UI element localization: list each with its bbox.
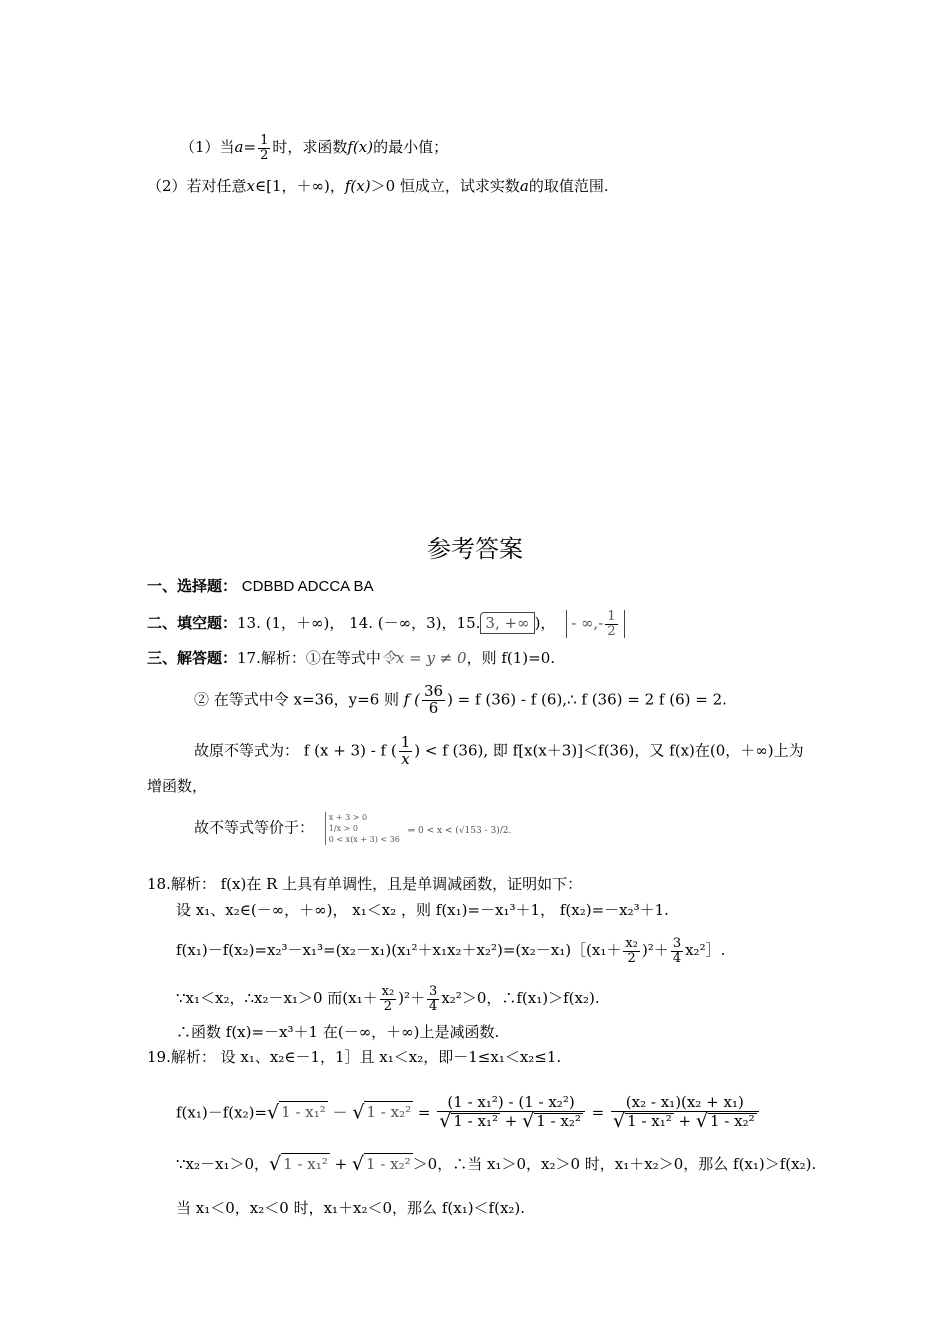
answer-title: 参考答案: [427, 535, 523, 563]
q19-line2: [176, 1095, 761, 1132]
q18-frac3: [380, 985, 397, 1013]
frac-num: 1: [400, 733, 411, 751]
q18-line2: 设 x₁、x₂∈(－∞，＋∞)， x₁＜x₂ ，则 f(x₁)=－x₁³＋1， f(x₂)=－x₂³＋1.: [176, 901, 669, 919]
q18-line5: ∴函数 f(x)=－x³＋1 在(－∞，＋∞)上是减函数.: [176, 1023, 500, 1041]
q17-intro: 17.解析：①在等式中: [237, 649, 381, 667]
frac-den: √ 1 - x₁² + √ 1 - x₂²: [439, 1109, 581, 1132]
frac-num: x₂: [381, 984, 395, 999]
q18-frac1: [623, 937, 640, 965]
answer-14: 14. (－∞，3)，15.: [349, 614, 481, 633]
system-line: x + 3 > 0: [328, 813, 368, 822]
frac-num: 36: [423, 682, 444, 700]
frac-den: √ 1 - x₁² + √ 1 - x₂²: [613, 1109, 755, 1132]
choice-label: 一、选择题：: [147, 577, 238, 595]
frac-den: 4: [429, 998, 438, 1014]
sqrt-2: 1 - x₂²: [366, 1155, 411, 1173]
q17-4-prefix: 故不等式等价于：: [194, 818, 315, 837]
var-a: a: [519, 177, 529, 195]
sqrt-den-b: 1 - x₂²: [536, 1111, 581, 1130]
frac-den: 2: [260, 147, 269, 163]
q19-frac1: [437, 1095, 585, 1132]
answer-13: 13. (1，＋∞)，: [237, 614, 345, 633]
q19-3a: ∵x₂－x₁＞0，: [176, 1155, 270, 1173]
system-result: ⇒ 0 < x < (√153 - 3)/2.: [407, 825, 512, 836]
frac-den: 2: [607, 623, 616, 639]
q19-3b: ＞0，∴当 x₁＞0，x₂＞0 时，x₁＋x₂＞0，那么 f(x₁)＞f(x₂).: [412, 1155, 817, 1173]
solve-label: 三、解答题：: [147, 649, 238, 667]
choice-answers: [147, 576, 374, 597]
q17-line2: [194, 684, 727, 717]
q17-2-rest: ) = f (36) - f (6),∴ f (36) = 2 f (6) = 2.: [447, 690, 727, 709]
fx: f(x): [347, 138, 374, 157]
q19-line4: 当 x₁＜0，x₂＜0 时，x₁＋x₂＜0，那么 f(x₁)＜f(x₂).: [176, 1199, 526, 1217]
problem-part1: [180, 134, 448, 162]
sqrt-icon: √: [269, 1153, 282, 1175]
answer-15: 3, +∞: [480, 612, 534, 634]
frac-den: 6: [428, 698, 439, 717]
part2-range: ∈[1，＋∞)，: [255, 177, 345, 195]
fill-label: 二、填空题：: [147, 614, 238, 633]
sqrt-icon: √: [351, 1153, 365, 1175]
q18-4b: )²＋: [398, 989, 426, 1008]
frac-den: x: [401, 749, 410, 768]
frac-num: (x₂ - x₁)(x₂ + x₁): [611, 1095, 759, 1112]
q17-2-frac: [422, 684, 445, 717]
sqrt-icon: √: [522, 1109, 535, 1132]
q17-3-frac: [399, 735, 413, 768]
q17-2-f: f (: [403, 690, 420, 709]
q17-line1: [147, 648, 555, 668]
q19-line1: 19.解析： 设 x₁、x₂∈－1，1］且 x₁＜x₂，即－1≤x₁＜x₂≤1.: [147, 1048, 562, 1066]
sqrt-1: 1 - x₁²: [283, 1155, 328, 1173]
var-x: x: [246, 177, 256, 195]
q18-3b: )²＋: [641, 941, 669, 960]
fill-answers: [147, 610, 625, 638]
frac-den: 2: [383, 998, 393, 1014]
sqrt-icon: √: [267, 1101, 280, 1124]
answer-15-close: )，: [534, 614, 556, 633]
part1-end: 的最小值；: [373, 138, 449, 157]
q18-4c: x₂²＞0，∴f(x₁)＞f(x₂).: [441, 989, 600, 1008]
q18-3c: x₂²］.: [685, 941, 726, 960]
part2-end: 的取值范围.: [528, 177, 609, 195]
equals: =: [417, 1103, 431, 1122]
q17-line4: [194, 812, 511, 845]
part2-cond: ＞0 恒成立，试求实数: [370, 177, 520, 195]
minus: －: [332, 1103, 348, 1122]
equals: =: [243, 138, 257, 157]
q17-3-rest: ) < f (36), 即 f[x(x＋3)]＜f(36)，又 f(x)在(0，＋∞)上为: [414, 741, 804, 760]
part1-prefix: （1）当: [180, 138, 235, 157]
system-line: 1/x > 0: [328, 824, 358, 833]
frac-num: 3: [429, 984, 438, 999]
q18-frac2: [671, 937, 683, 965]
sqrt-den-a: 1 - x₁²: [453, 1111, 498, 1130]
q19-line3: ∵x₂－x₁＞0，√ 1 - x₁² + √ 1 - x₂² ＞0，∴当 x₁＞0，x₂＞0 时，x₁＋x₂＞0，那么 f(x₁)＞f(x₂).: [176, 1153, 817, 1175]
q17-2-prefix: ② 在等式中令 x=36，y=6 则: [194, 690, 400, 709]
inequality-system: [325, 812, 401, 845]
sqrt-icon: √: [439, 1109, 452, 1132]
equals: =: [591, 1103, 605, 1122]
frac-den: 4: [672, 950, 682, 966]
problem-part2: [147, 176, 609, 196]
answer-16-frac: [605, 610, 617, 638]
sqrt-den-a: 1 - x₁²: [627, 1111, 672, 1130]
choice-value: CDBBD ADCCA BA: [241, 578, 374, 595]
q17-let: 令x = y ≠ 0: [380, 649, 467, 667]
q19-2a: f(x₁)－f(x₂)=: [176, 1103, 268, 1122]
q18-line4: [176, 985, 600, 1013]
sqrt-1: 1 - x₁²: [281, 1103, 326, 1122]
q18-frac4: [427, 985, 439, 1013]
frac-num: (1 - x₁²) - (1 - x₂²): [437, 1095, 585, 1112]
q17-3-prefix: 故原不等式为：: [194, 741, 300, 760]
frac-num: 1: [260, 133, 269, 148]
q18-line1: 18.解析： f(x)在 R 上具有单调性，且是单调减函数，证明如下：: [147, 875, 583, 893]
sqrt-icon: √: [613, 1109, 626, 1132]
frac-den: 2: [627, 950, 636, 966]
q17-3-f: f (x + 3) - f (: [303, 741, 397, 760]
q18-line3: [176, 937, 725, 965]
part1-after: 时，求函数: [272, 138, 348, 157]
sqrt-den-b: 1 - x₂²: [709, 1111, 755, 1130]
sqrt-icon: √: [352, 1101, 365, 1124]
sqrt-2: 1 - x₂²: [366, 1103, 412, 1122]
q19-frac2: [611, 1095, 759, 1132]
fraction-half: [258, 134, 270, 162]
fx: f(x): [344, 177, 371, 195]
q18-4a: ∵x₁＜x₂，∴x₂－x₁＞0 而(x₁＋: [176, 989, 378, 1008]
part2-prefix: （2）若对任意: [147, 177, 247, 195]
q17-line3-cont: 增函数，: [147, 777, 208, 795]
frac-num: x₂: [625, 936, 638, 951]
var-a: a: [234, 138, 244, 157]
answer-16: [566, 610, 624, 638]
q17-result: ，则 f(1)=0.: [466, 649, 556, 667]
answer-16-text: - ∞,-: [571, 614, 604, 633]
frac-num: 3: [672, 936, 682, 951]
system-line: 0 < x(x + 3) < 36: [328, 835, 400, 844]
sqrt-icon: √: [695, 1109, 708, 1132]
frac-num: 1: [607, 609, 616, 624]
q18-3a: f(x₁)－f(x₂)=x₂³－x₁³=(x₂－x₁)(x₁²＋x₁x₂＋x₂²)=(x₂－x₁)［(x₁＋: [176, 941, 622, 960]
q17-line3: [194, 735, 804, 768]
